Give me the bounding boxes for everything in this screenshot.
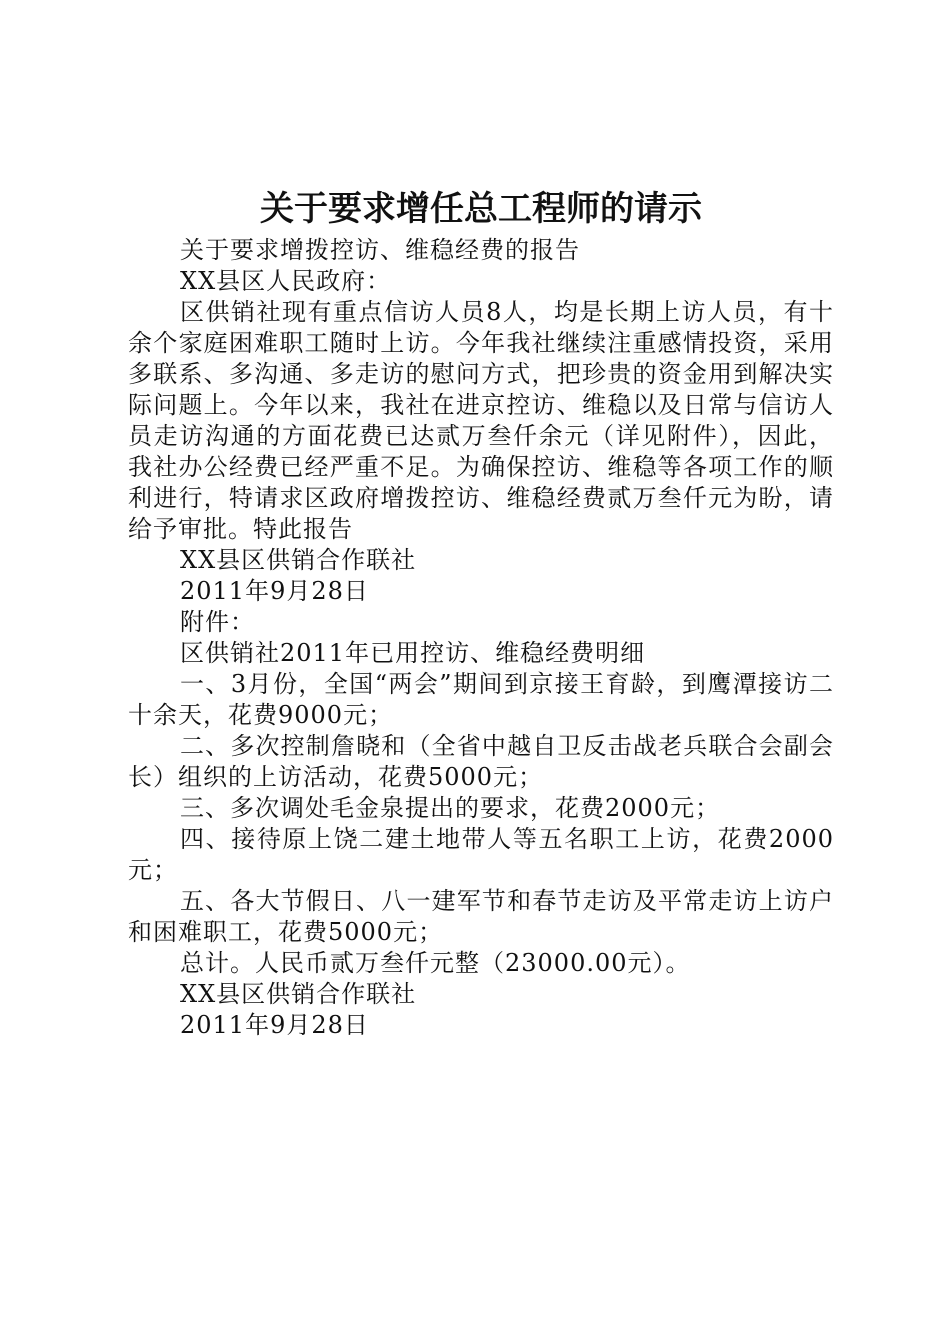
expense-item-2: 二、多次控制詹晓和（全省中越自卫反击战老兵联合会副会长）组织的上访活动，花费5000元；: [128, 732, 834, 791]
expense-item-4: 四、接待原上饶二建土地带人等五名职工上访，花费2000元；: [128, 825, 834, 884]
attachment-label: 附件：: [180, 608, 255, 636]
signature-date: 2011年9月28日: [180, 577, 369, 605]
report-subject: 关于要求增拨控访、维稳经费的报告: [180, 236, 580, 264]
closing-signature-date: 2011年9月28日: [180, 1011, 369, 1039]
closing-signature-org: XX县区供销合作联社: [180, 980, 417, 1008]
expense-total: 总计。人民币贰万叁仟元整（23000.00元）。: [180, 949, 691, 977]
document-title: 关于要求增任总工程师的请示: [260, 189, 702, 229]
expense-item-5: 五、各大节假日、八一建军节和春节走访及平常走访上访户和困难职工，花费5000元；: [128, 887, 834, 946]
body-paragraph: 区供销社现有重点信访人员8人，均是长期上访人员，有十余个家庭困难职工随时上访。今年我社继续注重感情投资，采用多联系、多沟通、多走访的慰问方式，把珍贵的资金用到解决实际问题上。今年以来，我社在进京控访、维稳以及日常与信访人员走访沟通的方面花费已达贰万叁仟余元（详见附件），因此，我社办公经费已经严重不足。为确保控访、维稳等各项工作的顺利进行，特请求区政府增拨控访、维稳经费贰万叁仟元为盼，请给予审批。特此报告: [128, 298, 834, 543]
addressee: XX县区人民政府：: [180, 267, 392, 295]
attachment-title: 区供销社2011年已用控访、维稳经费明细: [180, 639, 646, 667]
expense-item-3: 三、多次调处毛金泉提出的要求，花费2000元；: [180, 794, 721, 822]
signature-org: XX县区供销合作联社: [180, 546, 417, 574]
expense-item-1: 一、3月份，全国“两会”期间到京接王育龄，到鹰潭接访二十余天，花费9000元；: [128, 670, 834, 729]
document-page: [128, 183, 834, 1041]
